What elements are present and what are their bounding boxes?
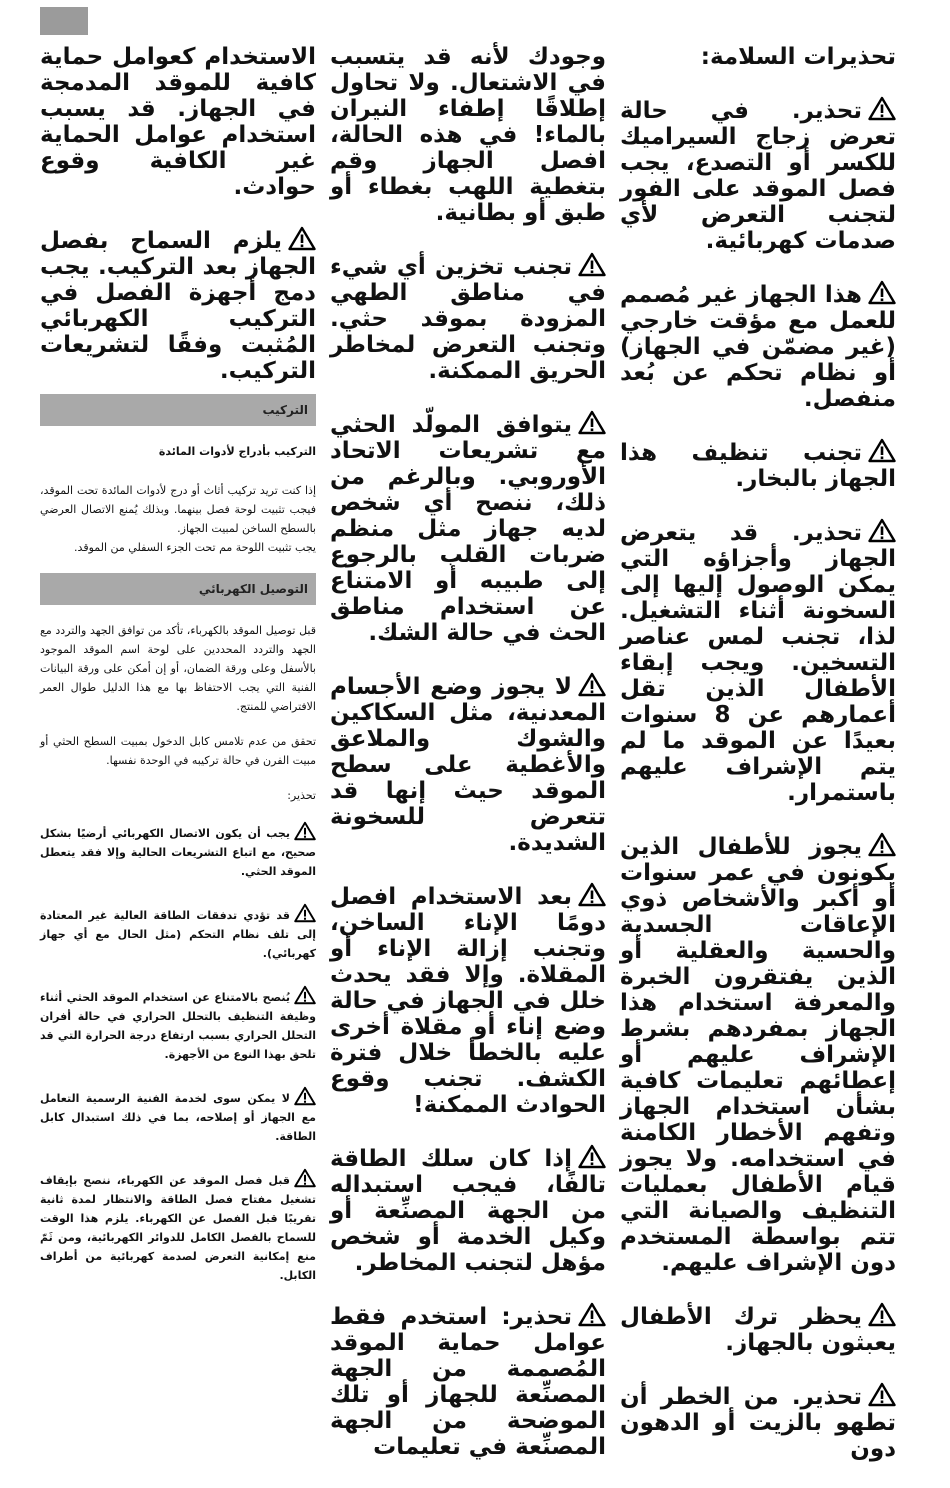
safety-warning: تجنب تخزين أي شيء في مناطق الطهي المزودة بموقد حثي. وتجنب التعرض لمخاطر الحريق الممكنة. <box>330 254 606 384</box>
safety-warning: تحذير. في حالة تعرض زجاج السيراميك للكسر أو التصدع، يجب فصل الموقد على الفور لتجنب التعرض لأي صدمات كهربائية. <box>620 98 896 254</box>
electrical-paragraph: تحقق من عدم تلامس كابل الدخول بمبيت السطح الحثي أو مبيت الفرن في حالة تركيبه في الوحدة نفسها. <box>40 735 316 767</box>
safety-warning: تحذير: استخدم فقط عوامل حماية الموقد المُصممة من الجهة المصنِّعة للجهاز أو تلك الموضحة من الجهة المصنِّعة في تعليمات <box>330 1304 606 1460</box>
electrical-warning: يجب أن يكون الاتصال الكهربائي أرضيًا بشكل صحيح، مع اتباع التشريعات الحالية وإلا فقد يتعطل الموقد الحثي. <box>40 821 316 881</box>
installation-section-header: التركيب <box>40 394 316 426</box>
warning-triangle-icon <box>578 252 606 277</box>
warning-triangle-icon <box>578 410 606 435</box>
warning-triangle-icon <box>868 96 896 121</box>
warning-triangle-icon <box>868 832 896 857</box>
safety-warning: يحظر ترك الأطفال يعبثون بالجهاز. <box>620 1304 896 1356</box>
middle-column <box>330 44 606 1486</box>
warning-label: تحذير: <box>287 789 316 802</box>
warning-triangle-icon <box>578 1144 606 1169</box>
warning-triangle-icon <box>868 280 896 305</box>
warning-triangle-icon <box>294 1168 316 1188</box>
safety-warning: تحذير. من الخطر أن تطهو بالزيت أو الدهون دون <box>620 1384 896 1462</box>
warning-triangle-icon <box>294 1086 316 1106</box>
warning-triangle-icon <box>868 1382 896 1407</box>
warning-triangle-icon <box>294 821 316 841</box>
installation-paragraph: يجب تثبيت اللوحة مم تحت الجزء السفلي من الموقد. <box>74 541 316 554</box>
warning-triangle-icon <box>868 1302 896 1327</box>
safety-warning: تجنب تنظيف هذا الجهاز بالبخار. <box>620 440 896 492</box>
warning-triangle-icon <box>868 518 896 543</box>
safety-paragraph: وجودك لأنه قد يتسبب في الاشتعال. ولا تحاول إطلاقًا إطفاء النيران بالماء! في هذه الحالة، افصل الجهاز وقم بتغطية اللهب بغطاء أو طبق أو بطانية. <box>330 44 606 226</box>
warning-triangle-icon <box>288 226 316 251</box>
installation-subheading: التركيب بأدراج لأدوات المائدة <box>158 445 316 458</box>
installation-section <box>40 442 316 557</box>
warning-triangle-icon <box>578 1302 606 1327</box>
electrical-paragraph: قبل توصيل الموقد بالكهرباء، تأكد من توافق الجهد والتردد مع الجهد والتردد المحددين على لوحة اسم الموقد الموجود بالأسفل وعلى ورقة الضمان، أو إن أمكن على ورقة البيانات الفنية التي يجب الاحتفاظ بها مع هذا الدليل طوال العمر الافتراضي للمنتج. <box>40 624 316 713</box>
safety-warning: تحذير. قد يتعرض الجهاز وأجزاؤه التي يمكن الوصول إليها إلى السخونة أثناء التشغيل. لذا، تجنب لمس عناصر التسخين. ويجب إبقاء الأطفال الذين تقل أعمارهم عن 8 سنوات بعيدًا عن الموقد ما لم يتم الإشراف عليهم باستمرار. <box>620 520 896 806</box>
safety-warning: يجوز للأطفال الذين يكونون في عمر سنوات أو أكبر والأشخاص ذوي الإعاقات الجسدية والحسية والعقلية أو الذين يفتقرون الخبرة والمعرفة استخدام هذا الجهاز بمفردهم بشرط الإشراف عليهم أو إعطائهم تعليمات كافية بشأن استخدام الجهاز وتفهم الأخطار الكامنة في استخدامه. ولا يجوز قيام الأطفال بعمليات التنظيف والصيانة التي تتم بواسطة المستخدم دون الإشراف عليهم. <box>620 834 896 1276</box>
left-column <box>40 44 316 1307</box>
safety-warning: بعد الاستخدام افصل دومًا الإناء الساخن، وتجنب إزالة الإناء أو المقلاة. وإلا فقد يحدث خلل في الجهاز في حالة وضع إناء أو مقلاة أخرى عليه بالخطأ خلال فترة الكشف. تجنب وقوع الحوادث الممكنة! <box>330 884 606 1118</box>
warning-triangle-icon <box>294 985 316 1005</box>
right-column <box>620 44 896 1488</box>
electrical-warning: قد تؤدي تدفقات الطاقة العالية غير المعتادة إلى تلف نظام التحكم (مثل الحال مع أي جهاز كهربائي). <box>40 903 316 963</box>
electrical-section <box>40 621 316 1285</box>
electrical-warning: قبل فصل الموقد عن الكهرباء، ننصح بإيقاف تشغيل مفتاح فصل الطاقة والانتظار لمدة ثانية تقريبًا قبل الفصل عن الكهرباء. يلزم هذا الوقت للسماح بالفصل الكامل للدوائر الكهربائية، ومن ثَمّ منع إمكانية التعرض لصدمة كهربائية من أطراف الكابل. <box>40 1168 316 1285</box>
safety-warning: إذا كان سلك الطاقة تالفًا، فيجب استبداله من الجهة المصنِّعة أو وكيل الخدمة أو شخص مؤهل لتجنب المخاطر. <box>330 1146 606 1276</box>
warning-triangle-icon <box>868 438 896 463</box>
warning-triangle-icon <box>578 882 606 907</box>
installation-paragraph: إذا كنت تريد تركيب أثاث أو درج لأدوات المائدة تحت الموقد، فيجب تثبيت لوحة فصل بينهما. وبذلك يُمنع الاتصال العرضي بالسطح الساخن لمبيت الجهاز. <box>40 484 316 535</box>
electrical-warning: يُنصح بالامتناع عن استخدام الموقد الحثي أثناء وظيفة التنظيف بالتحلل الحراري في حالة أفران التحلل الحراري بسبب ارتفاع درجة الحرارة التي قد تلحق بهذا النوع من الأجهزة. <box>40 985 316 1064</box>
safety-warning: هذا الجهاز غير مُصمم للعمل مع مؤقت خارجي (غير مضمّن في الجهاز) أو نظام تحكم عن بُعد منفصل. <box>620 282 896 412</box>
page-marker <box>40 7 88 35</box>
safety-heading: تحذيرات السلامة: <box>700 44 896 70</box>
safety-warning: لا يجوز وضع الأجسام المعدنية، مثل السكاكين والشوك والملاعق والأغطية على سطح الموقد حيث إنها قد تتعرض للسخونة الشديدة. <box>330 674 606 856</box>
safety-warning: يلزم السماح بفصل الجهاز بعد التركيب. يجب دمج أجهزة الفصل في التركيب الكهربائي المُثبت وفقًا لتشريعات التركيب. <box>40 228 316 384</box>
warning-triangle-icon <box>578 672 606 697</box>
electrical-section-header: التوصيل الكهربائي <box>40 573 316 605</box>
warning-triangle-icon <box>294 903 316 923</box>
electrical-warning: لا يمكن سوى لخدمة الفنية الرسمية التعامل مع الجهاز أو إصلاحه، بما في ذلك استبدال كابل الطاقة. <box>40 1086 316 1146</box>
safety-warning: يتوافق المولّد الحثي مع تشريعات الاتحاد الأوروبي. وبالرغم من ذلك، ننصح أي شخص لديه جهاز مثل منظم ضربات القلب بالرجوع إلى طبيبه أو الامتناع عن استخدام مناطق الحث في حالة الشك. <box>330 412 606 646</box>
safety-paragraph: الاستخدام كعوامل حماية كافية للموقد المدمجة في الجهاز. قد يسبب استخدام عوامل الحماية غير الكافية وقوع حوادث. <box>40 44 316 200</box>
